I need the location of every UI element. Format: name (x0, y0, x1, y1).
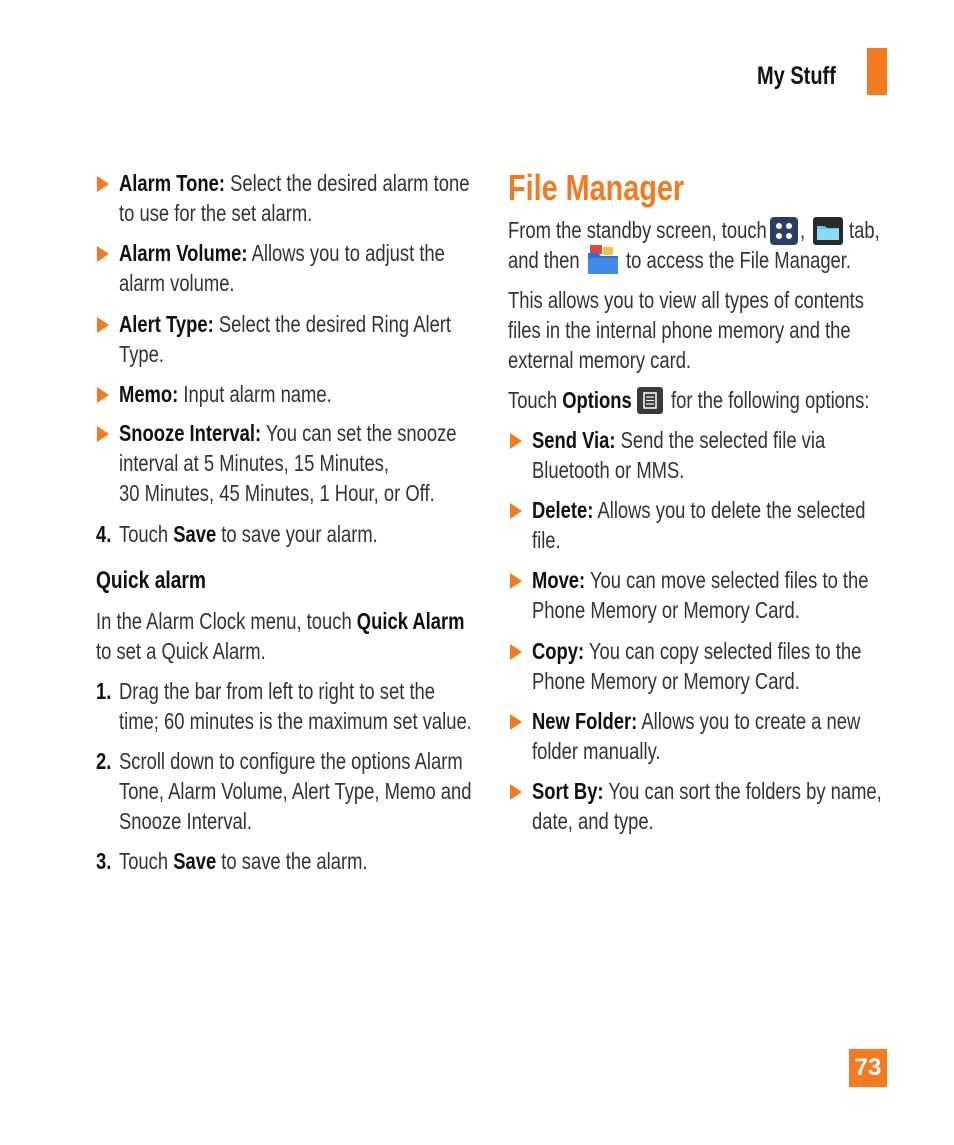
bullet-arrow-icon (510, 784, 522, 800)
move-text: Phone Memory or Memory Card. (532, 597, 800, 623)
section-title: My Stuff (757, 62, 836, 90)
snooze-interval-item: Snooze Interval: You can set the snooze (119, 420, 457, 446)
description-text: files in the internal phone memory and the (508, 317, 851, 343)
step-4-text: Touch Save to save your alarm. (119, 521, 378, 547)
bullet-arrow-icon (510, 433, 522, 449)
bullet-arrow-icon (97, 246, 109, 262)
page-number: 73 (849, 1049, 887, 1087)
send-via-item: Send Via: Send the selected file via (532, 427, 826, 453)
snooze-interval-text: 30 Minutes, 45 Minutes, 1 Hour, or Off. (119, 480, 435, 506)
alarm-volume-item: Alarm Volume: Allows you to adjust the (119, 240, 445, 266)
move-item: Move: You can move selected files to the (532, 567, 869, 593)
description-text: external memory card. (508, 347, 692, 373)
new-folder-item: New Folder: Allows you to create a new (532, 708, 861, 734)
bullet-arrow-icon (510, 714, 522, 730)
delete-item: Delete: Allows you to delete the selected (532, 497, 866, 523)
touch-options-text: Touch Options (508, 387, 632, 413)
copy-text: Phone Memory or Memory Card. (532, 668, 800, 694)
standby-text: From the standby screen, touch (508, 217, 767, 243)
bullet-arrow-icon (510, 503, 522, 519)
copy-item: Copy: You can copy selected files to the (532, 638, 862, 664)
quick-alarm-intro: In the Alarm Clock menu, touch Quick Alarm (96, 608, 465, 634)
quick-alarm-intro-text: to set a Quick Alarm. (96, 638, 266, 664)
step-3-text: Touch Save to save the alarm. (119, 848, 368, 874)
snooze-interval-text: interval at 5 Minutes, 15 Minutes, (119, 450, 389, 476)
file-manager-icon (587, 245, 619, 281)
step-2-text: Tone, Alarm Volume, Alert Type, Memo and (119, 778, 472, 804)
bullet-arrow-icon (97, 176, 109, 192)
step-number: 4. (96, 521, 112, 547)
bullet-arrow-icon (97, 317, 109, 333)
bullet-arrow-icon (97, 426, 109, 442)
step-1-text: time; 60 minutes is the maximum set value. (119, 708, 472, 734)
options-menu-icon (637, 387, 663, 419)
step-number: 2. (96, 748, 112, 774)
quick-alarm-heading: Quick alarm (96, 567, 206, 594)
comma: , (800, 217, 806, 243)
step-2-text: Snooze Interval. (119, 808, 252, 834)
step-1-text: Drag the bar from left to right to set the (119, 678, 436, 704)
memo-item: Memo: Input alarm name. (119, 381, 332, 407)
alert-type-item: Alert Type: Select the desired Ring Alert (119, 311, 452, 337)
bullet-arrow-icon (510, 573, 522, 589)
access-file-manager-text: to access the File Manager. (626, 247, 852, 273)
alarm-tone-text: to use for the set alarm. (119, 200, 313, 226)
section-accent-bar (867, 48, 887, 95)
step-number: 3. (96, 848, 112, 874)
send-via-text: Bluetooth or MMS. (532, 457, 685, 483)
tab-text: tab, (849, 217, 880, 243)
new-folder-text: folder manually. (532, 738, 661, 764)
alarm-volume-text: alarm volume. (119, 270, 235, 296)
following-options-text: for the following options: (671, 387, 870, 413)
bullet-arrow-icon (510, 644, 522, 660)
description-text: This allows you to view all types of contents (508, 287, 864, 313)
step-2-text: Scroll down to configure the options Alarm (119, 748, 463, 774)
delete-text: file. (532, 527, 561, 553)
and-then-text: and then (508, 247, 580, 273)
file-manager-title: File Manager (508, 167, 685, 208)
sort-by-text: date, and type. (532, 808, 654, 834)
sort-by-item: Sort By: You can sort the folders by name, (532, 778, 882, 804)
step-number: 1. (96, 678, 112, 704)
bullet-arrow-icon (97, 387, 109, 403)
alert-type-text: Type. (119, 341, 165, 367)
alarm-tone-item: Alarm Tone: Select the desired alarm tone (119, 170, 470, 196)
